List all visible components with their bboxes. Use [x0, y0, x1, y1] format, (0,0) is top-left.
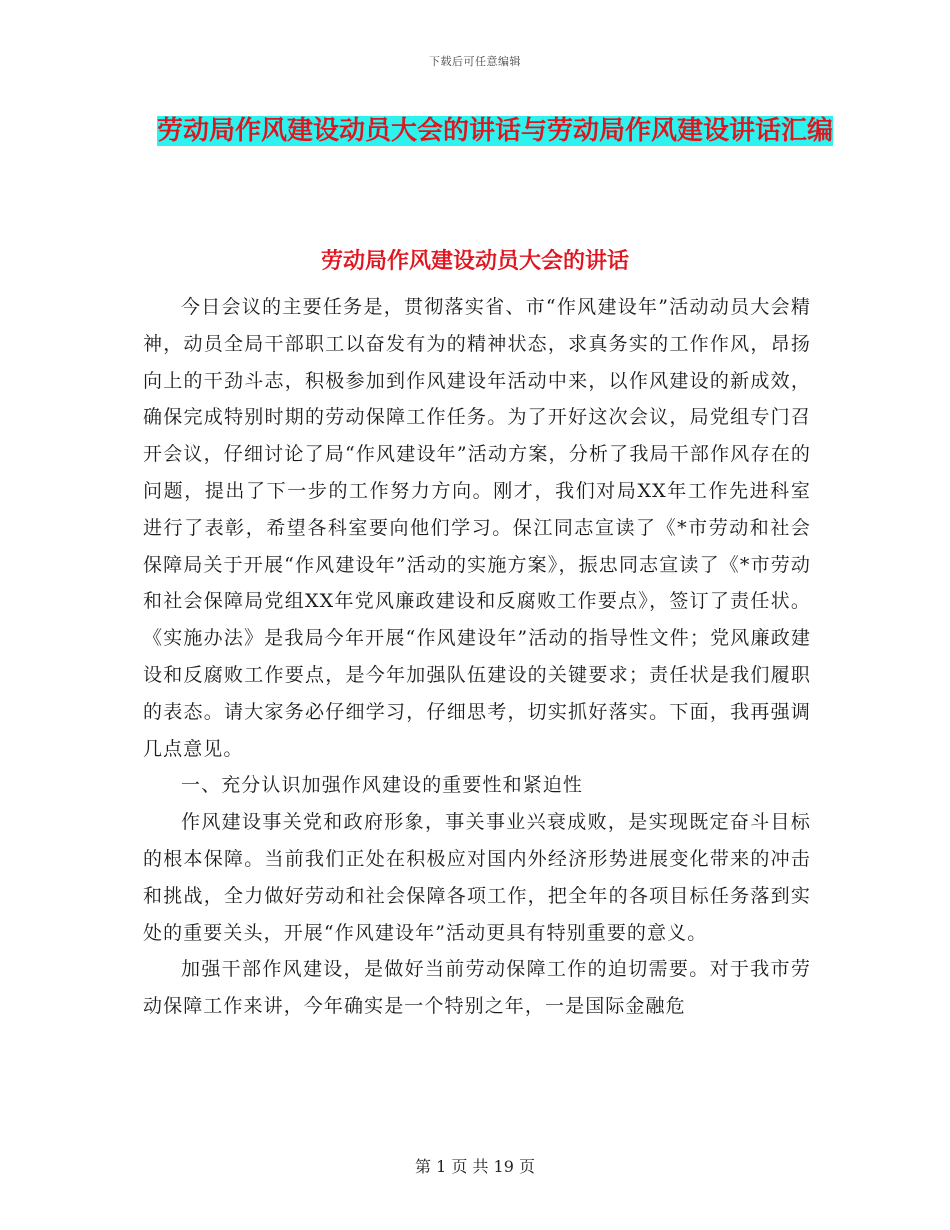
paragraph: 加强干部作风建设，是做好当前劳动保障工作的迫切需要。对于我市劳动保障工作来讲，今年确实是一个特别之年，一是国际金融危 [143, 958, 811, 1018]
document-title [150, 108, 840, 154]
section-title: 劳动局作风建设动员大会的讲话 [320, 248, 629, 274]
document-body [143, 289, 811, 1025]
document-title-text: 劳动局作风建设动员大会的讲话与劳动局作风建设讲话汇编 [156, 116, 833, 146]
subheading: 一、充分认识加强作风建设的重要性和紧迫性 [181, 774, 584, 797]
paragraph: 作风建设事关党和政府形象，事关事业兴衰成败，是实现既定奋斗目标的根本保障。当前我们正处在积极应对国内外经济形势进展变化带来的冲击和挑战，全力做好劳动和社会保障各项工作，把全年的各项目标任务落到实处的重要关头，开展“作风建设年”活动更具有特别重要的意义。 [143, 811, 811, 944]
paragraph: 今日会议的主要任务是，贯彻落实省、市“作风建设年”活动动员大会精神，动员全局干部职工以奋发有为的精神状态，求真务实的工作作风，昂扬向上的干劲斗志，积极参加到作风建设年活动中来，以作风建设的新成效，确保完成特别时期的劳动保障工作任务。为了开好这次会议，局党组专门召开会议，仔细讨论了局“作风建设年”活动方案，分析了我局干部作风存在的问题，提出了下一步的工作努力方向。刚才，我们对局XX年工作先进科室进行了表彰，希望各科室要向他们学习。保江同志宣读了《*市劳动和社会保障局关于开展“作风建设年”活动的实施方案》，振忠同志宣读了《*市劳动和社会保障局党组XX年党风廉政建设和反腐败工作要点》，签订了责任状。《实施办法》是我局今年开展“作风建设年”活动的指导性文件；党风廉政建设和反腐败工作要点，是今年加强队伍建设的关键要求；责任状是我们履职的表态。请大家务必仔细学习，仔细思考，切实抓好落实。下面，我再强调几点意见。 [143, 296, 811, 760]
page-number-footer: 第 1 页 共 19 页 [415, 1157, 535, 1176]
page-header-note: 下载后可任意编辑 [429, 55, 521, 68]
